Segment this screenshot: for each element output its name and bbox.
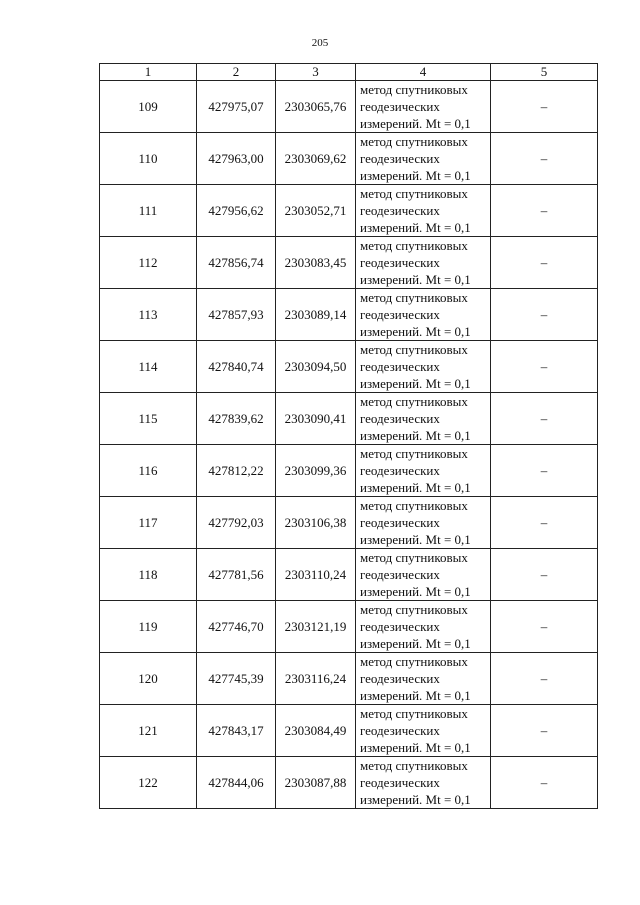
method-line: геодезических — [360, 203, 440, 218]
method-line: геодезических — [360, 99, 440, 114]
method-line: геодезических — [360, 463, 440, 478]
coordinate-y-cell: 2303089,14 — [276, 289, 356, 341]
coordinate-y-cell: 2303110,24 — [276, 549, 356, 601]
coordinate-x-cell: 427843,17 — [197, 705, 276, 757]
method-line: геодезических — [360, 567, 440, 582]
method-line: метод спутниковых — [360, 238, 468, 253]
note-cell: – — [491, 705, 598, 757]
table-row — [100, 237, 598, 289]
coordinate-x-cell: 427857,93 — [197, 289, 276, 341]
note-cell: – — [491, 653, 598, 705]
point-number-cell: 117 — [100, 497, 197, 549]
point-number-cell: 116 — [100, 445, 197, 497]
method-line: измерений. Mt = 0,1 — [360, 740, 471, 755]
method-cell — [356, 393, 491, 445]
coordinate-y-cell: 2303099,36 — [276, 445, 356, 497]
method-cell — [356, 289, 491, 341]
point-number-cell: 115 — [100, 393, 197, 445]
table-row — [100, 705, 598, 757]
method-cell — [356, 757, 491, 809]
header-row — [100, 64, 598, 81]
method-line: геодезических — [360, 411, 440, 426]
method-line: измерений. Mt = 0,1 — [360, 792, 471, 807]
method-line: метод спутниковых — [360, 550, 468, 565]
coordinate-x-cell: 427844,06 — [197, 757, 276, 809]
point-number-cell: 122 — [100, 757, 197, 809]
table-row — [100, 601, 598, 653]
coordinate-y-cell: 2303083,45 — [276, 237, 356, 289]
method-cell — [356, 549, 491, 601]
coordinate-y-cell: 2303121,19 — [276, 601, 356, 653]
table-row — [100, 81, 598, 133]
method-line: измерений. Mt = 0,1 — [360, 636, 471, 651]
method-line: измерений. Mt = 0,1 — [360, 532, 471, 547]
table-body — [100, 81, 598, 809]
column-header-5: 5 — [491, 64, 598, 81]
note-cell: – — [491, 393, 598, 445]
method-line: геодезических — [360, 619, 440, 634]
method-line: метод спутниковых — [360, 654, 468, 669]
coordinate-y-cell: 2303106,38 — [276, 497, 356, 549]
note-cell: – — [491, 237, 598, 289]
table-row — [100, 133, 598, 185]
method-line: измерений. Mt = 0,1 — [360, 480, 471, 495]
method-line: измерений. Mt = 0,1 — [360, 376, 471, 391]
point-number-cell: 110 — [100, 133, 197, 185]
coordinate-y-cell: 2303065,76 — [276, 81, 356, 133]
method-cell — [356, 81, 491, 133]
coordinate-x-cell: 427745,39 — [197, 653, 276, 705]
note-cell: – — [491, 601, 598, 653]
coordinates-table — [99, 63, 598, 809]
coordinate-x-cell: 427956,62 — [197, 185, 276, 237]
note-cell: – — [491, 289, 598, 341]
table-row — [100, 393, 598, 445]
method-line: геодезических — [360, 515, 440, 530]
table-row — [100, 289, 598, 341]
point-number-cell: 112 — [100, 237, 197, 289]
table-row — [100, 445, 598, 497]
method-line: измерений. Mt = 0,1 — [360, 168, 471, 183]
method-line: метод спутниковых — [360, 706, 468, 721]
coordinate-y-cell: 2303052,71 — [276, 185, 356, 237]
column-header-3: 3 — [276, 64, 356, 81]
method-cell — [356, 653, 491, 705]
method-line: геодезических — [360, 723, 440, 738]
method-cell — [356, 601, 491, 653]
method-line: геодезических — [360, 255, 440, 270]
coordinate-x-cell: 427812,22 — [197, 445, 276, 497]
method-line: измерений. Mt = 0,1 — [360, 272, 471, 287]
method-line: метод спутниковых — [360, 446, 468, 461]
coordinate-y-cell: 2303094,50 — [276, 341, 356, 393]
method-line: геодезических — [360, 775, 440, 790]
method-line: геодезических — [360, 359, 440, 374]
column-header-2: 2 — [197, 64, 276, 81]
method-line: метод спутниковых — [360, 758, 468, 773]
method-cell — [356, 445, 491, 497]
coordinate-x-cell: 427781,56 — [197, 549, 276, 601]
method-line: измерений. Mt = 0,1 — [360, 324, 471, 339]
note-cell: – — [491, 81, 598, 133]
point-number-cell: 121 — [100, 705, 197, 757]
table-row — [100, 549, 598, 601]
method-line: метод спутниковых — [360, 290, 468, 305]
note-cell: – — [491, 133, 598, 185]
method-line: геодезических — [360, 671, 440, 686]
method-line: измерений. Mt = 0,1 — [360, 116, 471, 131]
coordinate-x-cell: 427975,07 — [197, 81, 276, 133]
method-cell — [356, 341, 491, 393]
method-line: геодезических — [360, 307, 440, 322]
method-cell — [356, 237, 491, 289]
table-row — [100, 653, 598, 705]
column-header-1: 1 — [100, 64, 197, 81]
coordinate-x-cell: 427840,74 — [197, 341, 276, 393]
note-cell: – — [491, 549, 598, 601]
coordinate-y-cell: 2303090,41 — [276, 393, 356, 445]
coordinate-y-cell: 2303084,49 — [276, 705, 356, 757]
method-line: измерений. Mt = 0,1 — [360, 428, 471, 443]
coordinate-x-cell: 427856,74 — [197, 237, 276, 289]
method-line: геодезических — [360, 151, 440, 166]
point-number-cell: 111 — [100, 185, 197, 237]
point-number-cell: 118 — [100, 549, 197, 601]
method-line: метод спутниковых — [360, 82, 468, 97]
note-cell: – — [491, 341, 598, 393]
table-row — [100, 341, 598, 393]
note-cell: – — [491, 757, 598, 809]
method-line: измерений. Mt = 0,1 — [360, 688, 471, 703]
method-cell — [356, 133, 491, 185]
point-number-cell: 120 — [100, 653, 197, 705]
point-number-cell: 119 — [100, 601, 197, 653]
point-number-cell: 114 — [100, 341, 197, 393]
method-cell — [356, 185, 491, 237]
method-line: метод спутниковых — [360, 134, 468, 149]
method-line: метод спутниковых — [360, 342, 468, 357]
method-cell — [356, 497, 491, 549]
method-line: измерений. Mt = 0,1 — [360, 220, 471, 235]
note-cell: – — [491, 185, 598, 237]
method-line: метод спутниковых — [360, 186, 468, 201]
column-header-4: 4 — [356, 64, 491, 81]
coordinate-x-cell: 427746,70 — [197, 601, 276, 653]
page-number: 205 — [311, 37, 329, 49]
point-number-cell: 113 — [100, 289, 197, 341]
table-row — [100, 497, 598, 549]
method-line: измерений. Mt = 0,1 — [360, 584, 471, 599]
note-cell: – — [491, 445, 598, 497]
method-line: метод спутниковых — [360, 602, 468, 617]
method-line: метод спутниковых — [360, 498, 468, 513]
note-cell: – — [491, 497, 598, 549]
point-number-cell: 109 — [100, 81, 197, 133]
coordinate-x-cell: 427963,00 — [197, 133, 276, 185]
method-cell — [356, 705, 491, 757]
table-row — [100, 185, 598, 237]
method-line: метод спутниковых — [360, 394, 468, 409]
coordinate-x-cell: 427792,03 — [197, 497, 276, 549]
coordinate-y-cell: 2303087,88 — [276, 757, 356, 809]
coordinate-x-cell: 427839,62 — [197, 393, 276, 445]
table-row — [100, 757, 598, 809]
coordinate-y-cell: 2303116,24 — [276, 653, 356, 705]
table-header — [100, 64, 598, 81]
coordinate-y-cell: 2303069,62 — [276, 133, 356, 185]
